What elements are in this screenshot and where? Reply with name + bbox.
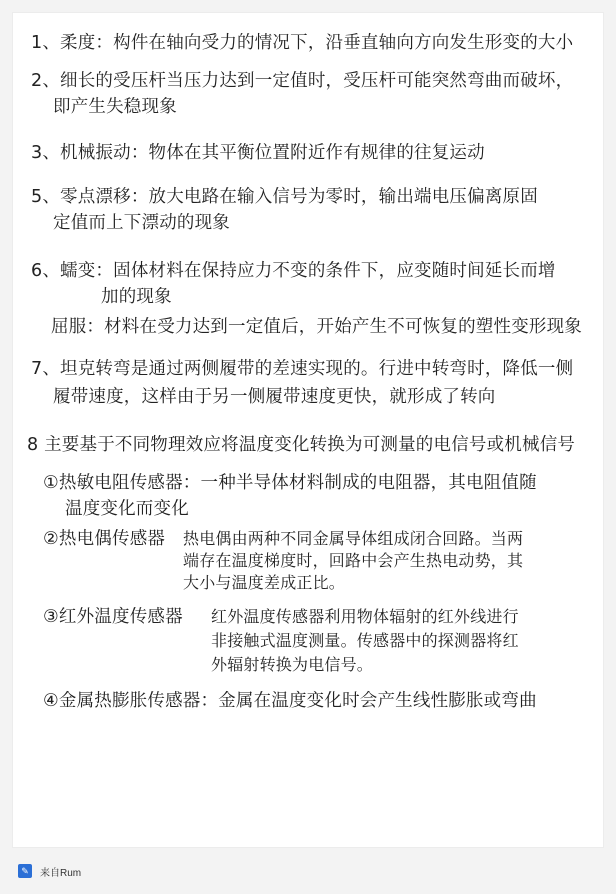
sensor-2-title: ②热电偶传感器 [43, 529, 166, 549]
item-7-tank-turn-line1: 7、坦克转弯是通过两侧履带的差速实现的。行进中转弯时，降低一侧 [31, 359, 574, 379]
item-5-zero-drift-line2: 定值而上下漂动的现象 [53, 213, 230, 233]
item-2-stability-line1: 2、细长的受压杆当压力达到一定值时，受压杆可能突然弯曲而破坏， [31, 71, 574, 91]
sensor-2-desc-line2: 端存在温度梯度时，回路中会产生热电动势，其 [183, 551, 524, 570]
source-footer [18, 862, 81, 880]
item-6-yield: 屈服：材料在受力达到一定值后，开始产生不可恢复的塑性变形现象 [51, 317, 582, 337]
note-page [12, 12, 604, 848]
item-5-zero-drift-line1: 5、零点漂移：放大电路在输入信号为零时，输出端电压偏离原固 [31, 187, 538, 207]
sensor-2-desc-line1: 热电偶由两种不同金属导体组成闭合回路。当两 [183, 529, 524, 548]
app-logo-icon: ✎ [18, 864, 32, 878]
item-3-mechanical-vibration: 3、机械振动：物体在其平衡位置附近作有规律的往复运动 [31, 143, 485, 163]
item-8-heading: 8 主要基于不同物理效应将温度变化转换为可测量的电信号或机械信号 [27, 435, 576, 455]
item-6-creep-line2: 加的现象 [101, 287, 172, 307]
sensor-3-desc-line1: 红外温度传感器利用物体辐射的红外线进行 [211, 607, 519, 626]
sensor-1-line2: 温度变化而变化 [65, 499, 189, 519]
sensor-4-line: ④金属热膨胀传感器：金属在温度变化时会产生线性膨胀或弯曲 [43, 691, 537, 711]
item-7-tank-turn-line2: 履带速度，这样由于另一侧履带速度更快，就形成了转向 [53, 387, 496, 407]
sensor-2-desc-line3: 大小与温度差成正比。 [183, 573, 346, 592]
sensor-3-desc-line2: 非接触式温度测量。传感器中的探测器将红 [211, 631, 519, 650]
item-6-creep-line1: 6、蠕变：固体材料在保持应力不变的条件下，应变随时间延长而增 [31, 261, 556, 281]
sensor-3-title: ③红外温度传感器 [43, 607, 183, 627]
item-2-stability-line2: 即产生失稳现象 [53, 97, 177, 117]
sensor-1-line1: ①热敏电阻传感器：一种半导体材料制成的电阻器，其电阻值随 [43, 473, 537, 493]
item-1-flexibility: 1、柔度：构件在轴向受力的情况下，沿垂直轴向方向发生形变的大小 [31, 33, 574, 53]
sensor-3-desc-line3: 外辐射转换为电信号。 [211, 655, 374, 674]
footer-source-text: 来自Rum [40, 867, 82, 879]
